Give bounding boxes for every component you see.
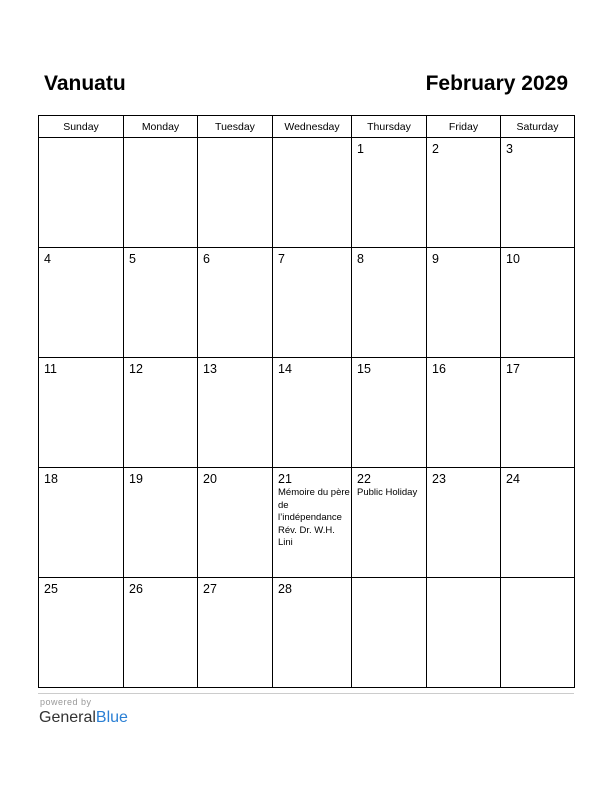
day-number: 6 [203, 252, 210, 266]
day-cell [39, 358, 124, 468]
day-cell-content [39, 138, 123, 142]
day-cell-content [427, 578, 500, 582]
day-cell [124, 358, 198, 468]
day-cell-content [273, 468, 351, 550]
day-cell [273, 138, 352, 248]
day-cell-content [273, 578, 351, 596]
day-cell [427, 138, 501, 248]
day-cell [198, 358, 273, 468]
day-cell-content [501, 578, 574, 582]
day-number: 9 [432, 252, 439, 266]
day-number: 19 [129, 472, 143, 486]
day-cell [39, 578, 124, 688]
day-cell [39, 248, 124, 358]
day-number: 7 [278, 252, 285, 266]
month-year-title: February 2029 [425, 72, 568, 95]
day-number: 16 [432, 362, 446, 376]
day-number: 15 [357, 362, 371, 376]
day-cell [501, 578, 575, 688]
day-number: 5 [129, 252, 136, 266]
day-cell [352, 468, 427, 578]
week-row [39, 578, 575, 688]
day-cell [124, 468, 198, 578]
day-cell [124, 248, 198, 358]
day-cell [352, 358, 427, 468]
day-cell [39, 468, 124, 578]
day-cell-content [501, 358, 574, 376]
day-cell-content [352, 578, 426, 582]
holiday-event: Mémoire du père de l’indépendance Rév. Dr. W.H. Lini [278, 487, 350, 548]
day-number: 22 [357, 472, 371, 486]
day-number: 24 [506, 472, 520, 486]
day-cell [352, 578, 427, 688]
calendar-body [39, 138, 575, 688]
day-number: 20 [203, 472, 217, 486]
calendar-grid [38, 115, 575, 688]
day-cell-content [124, 468, 197, 486]
day-cell [352, 248, 427, 358]
week-row [39, 248, 575, 358]
day-cell-content [273, 138, 351, 142]
day-cell-content [39, 468, 123, 486]
day-number: 12 [129, 362, 143, 376]
weekday-header-row [39, 116, 575, 138]
day-cell-content [124, 248, 197, 266]
weekday-thursday: Thursday [352, 116, 427, 138]
day-cell [501, 248, 575, 358]
day-cell-content [427, 358, 500, 376]
day-cell-content [273, 358, 351, 376]
day-number: 10 [506, 252, 520, 266]
day-cell-content [427, 248, 500, 266]
day-cell [198, 138, 273, 248]
day-cell-content [124, 578, 197, 596]
day-cell-content [352, 468, 426, 500]
day-cell [273, 578, 352, 688]
powered-by-label: powered by [40, 697, 92, 707]
brand-blue-text: Blue [95, 709, 128, 726]
day-cell [124, 578, 198, 688]
day-cell [427, 248, 501, 358]
day-number: 11 [44, 362, 57, 376]
day-cell-content [198, 468, 272, 486]
day-cell-content [352, 358, 426, 376]
holiday-event: Public Holiday [357, 487, 418, 498]
day-cell [352, 138, 427, 248]
day-cell [501, 468, 575, 578]
day-cell [273, 358, 352, 468]
weekday-friday: Friday [427, 116, 501, 138]
day-cell-content [501, 468, 574, 486]
day-number: 18 [44, 472, 58, 486]
day-cell [427, 578, 501, 688]
week-row [39, 358, 575, 468]
day-cell-content [501, 138, 574, 156]
day-cell [427, 358, 501, 468]
day-cell-content [124, 358, 197, 376]
day-cell-content [427, 138, 500, 156]
day-cell [198, 248, 273, 358]
country-title: Vanuatu [44, 72, 126, 95]
week-row [39, 138, 575, 248]
day-cell [427, 468, 501, 578]
day-cell-content [198, 578, 272, 596]
day-cell-content [39, 358, 123, 376]
day-number: 3 [506, 142, 513, 156]
day-cell-content [124, 138, 197, 142]
day-cell [273, 248, 352, 358]
day-number: 27 [203, 582, 217, 596]
day-cell-content [273, 248, 351, 266]
day-cell-content [39, 248, 123, 266]
weekday-monday: Monday [124, 116, 198, 138]
day-number: 8 [357, 252, 364, 266]
day-cell-content [39, 578, 123, 596]
day-cell [39, 138, 124, 248]
day-cell [124, 138, 198, 248]
week-row [39, 468, 575, 578]
brand-logo[interactable] [39, 709, 128, 727]
day-cell-content [352, 138, 426, 156]
day-number: 1 [357, 142, 364, 156]
day-number: 23 [432, 472, 446, 486]
day-cell-content [198, 358, 272, 376]
weekday-sunday: Sunday [39, 116, 124, 138]
day-cell [501, 358, 575, 468]
day-number: 13 [203, 362, 217, 376]
day-number: 14 [278, 362, 292, 376]
weekday-tuesday: Tuesday [198, 116, 273, 138]
weekday-wednesday: Wednesday [273, 116, 352, 138]
day-number: 17 [506, 362, 520, 376]
day-number: 26 [129, 582, 143, 596]
day-number: 4 [44, 252, 51, 266]
day-cell-content [352, 248, 426, 266]
day-cell-content [198, 138, 272, 142]
day-cell-content [198, 248, 272, 266]
day-cell-content [501, 248, 574, 266]
footer-divider [38, 693, 574, 694]
day-cell [198, 468, 273, 578]
day-number: 21 [278, 472, 292, 486]
day-cell [501, 138, 575, 248]
day-number: 2 [432, 142, 439, 156]
day-cell [198, 578, 273, 688]
day-cell-content [427, 468, 500, 486]
day-number: 28 [278, 582, 292, 596]
day-number: 25 [44, 582, 58, 596]
day-cell [273, 468, 352, 578]
weekday-saturday: Saturday [501, 116, 575, 138]
brand-general-text: General [39, 709, 96, 726]
